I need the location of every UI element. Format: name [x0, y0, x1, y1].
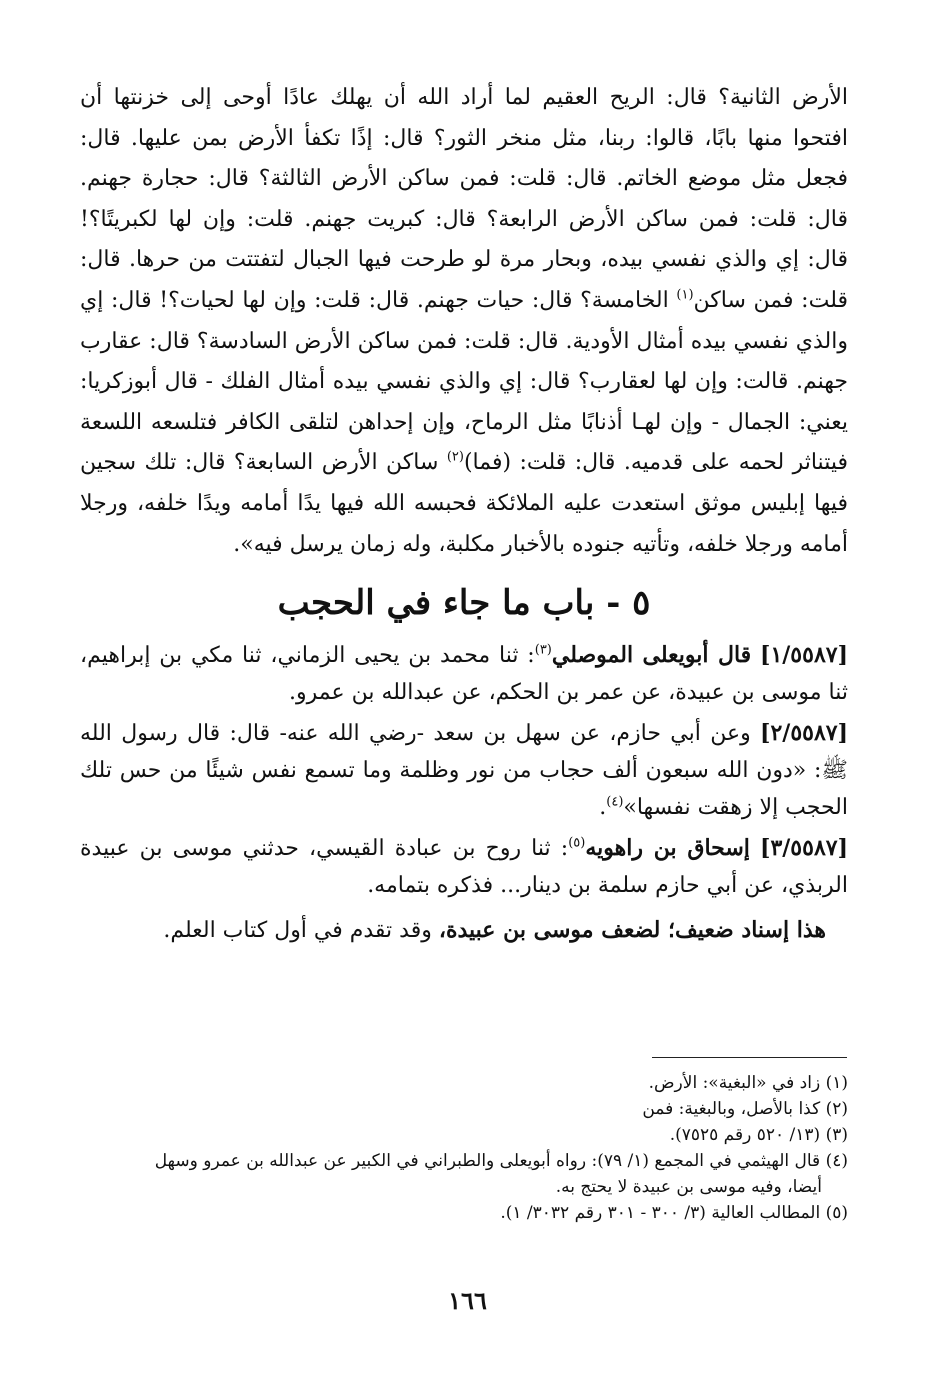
footnote-1: (١) زاد في «البغية»: الأرض.	[648, 1073, 848, 1093]
verdict-bold: هذا إسناد ضعيف؛ لضعف موسى بن عبيدة،	[438, 917, 826, 944]
hadith-continuation-text	[80, 78, 848, 565]
entry-1-text: : ثنا محمد بن يحيى الزماني، ثنا مكي بن إبراهيم، ثنا موسى بن عبيدة، عن عمر بن الحكم، عن عبدالله بن عمرو.	[80, 643, 848, 706]
entry-1-ref: [١/٥٥٨٧]	[760, 642, 848, 669]
text-part-2: الخامسة؟ قال: حيات جهنم. قال: قلت: وإن لها لحيات؟! قال: إي والذي نفسي بيده أمثال الأودية. قال: قلت: فمن ساكن الأرض السادسة؟ قال: عقارب جهنم. قالت: وإن لها لعقارب؟ قال: إي والذي نفسي بيده أمثال الفلك - قال أبوزكريا: يعني: الجمال - وإن لهـا أذنابًا مثل الرماح، وإن إحداهن لتلقى الكافر فتلسعه اللسعة فيتناثر لحمه على قدميه. قال: قلت: (فما)	[80, 287, 848, 476]
entry-2-ref: [٢/٥٥٨٧]	[760, 720, 849, 747]
footnote-5: (٥) المطالب العالية (٣/ ٣٠٠ - ٣٠١ رقم ٣٠٣٢/ ١).	[500, 1203, 848, 1223]
entry-3-text: : ثنا روح بن عبادة القيسي، حدثني موسى بن عبيدة الربذي، عن أبي حازم سلمة بن دينار... فذكره بتمامه.	[80, 836, 848, 899]
footnote-4: (٤) قال الهيثمي في المجمع (١/ ٧٩): رواه أبويعلى والطبراني في الكبير عن عبدالله بن عمرو وسهل	[154, 1151, 848, 1171]
footnote-marker-3[interactable]: (٣)	[534, 642, 552, 658]
footnotes	[80, 1070, 848, 1226]
hadith-entry-1	[80, 637, 848, 711]
footnote-marker-2[interactable]: (٢)	[446, 450, 464, 466]
hadith-entry-3	[80, 830, 848, 904]
page-number: ١٦٦	[448, 1286, 487, 1315]
text-part-1: الأرض الثانية؟ قال: الريح العقيم لما أراد الله أن يهلك عادًا أوحى إلى خزنتها أن افتحوا منها بابًا، قالوا: ربنا، مثل منخر الثور؟ قال: إذًا تكفأ الأرض بمن عليها. قال: فجعل مثل موضع الخاتم. قال: قلت: فمن ساكن الأرض الثالثة؟ قال: حجارة جهنم. قال: قلت: فمن ساكن الأرض الرابعة؟ قال: كبريت جهنم. قلت: وإن لها لكبريتًا؟! قال: إي والذي نفسي بيده، وبحار مرة لو طرحت فيها الجبال لتفتتت من حرها. قال: قلت: فمن ساكن	[80, 85, 848, 313]
footnote-marker-1[interactable]: (١)	[676, 287, 694, 303]
entry-1-author: قال أبويعلى الموصلي	[551, 642, 752, 669]
isnad-verdict	[80, 912, 848, 949]
footnote-4-continuation: أيضا، وفيه موسى بن عبيدة لا يحتج به.	[555, 1177, 822, 1197]
entry-3-ref: [٣/٥٥٨٧]	[760, 835, 848, 862]
hadith-entry-2	[80, 715, 848, 826]
text-part-3: ساكن الأرض السابعة؟ قال: تلك سجين فيها إبليس موثق استعدت عليه الملائكة فحبسه الله فيها يدًا أمامه ويدًا خلفه، ورجلا أمامه ورجلا خلفه، وتأتيه جنوده بالأخبار مكلبة، وله زمان يرسل فيه».	[80, 450, 848, 557]
entry-2-text: وعن أبي حازم، عن سهل بن سعد -رضي الله عنه- قال: قال رسول الله ﷺ: «دون الله سبعون ألف حجاب من نور وظلمة وما تسمع نفس شيئًا من حس تلك الحجب إلا زهقت نفسها»	[80, 721, 848, 821]
footnote-separator	[652, 1057, 847, 1058]
verdict-rest: وقد تقدم في أول كتاب العلم.	[163, 918, 439, 944]
footnote-2: (٢) كذا بالأصل، وبالبغية: فمن	[642, 1099, 848, 1119]
footnote-marker-4[interactable]: (٤)	[606, 794, 624, 810]
chapter-heading: ٥ - باب ما جاء في الحجب	[277, 583, 651, 624]
entry-3-author: إسحاق بن راهويه	[585, 835, 750, 862]
entry-2-end: .	[599, 795, 607, 821]
page-body	[80, 78, 848, 949]
footnote-marker-5[interactable]: (٥)	[568, 835, 586, 851]
footnote-3: (٣) (١٣/ ٥٢٠ رقم ٧٥٢٥).	[669, 1125, 848, 1145]
